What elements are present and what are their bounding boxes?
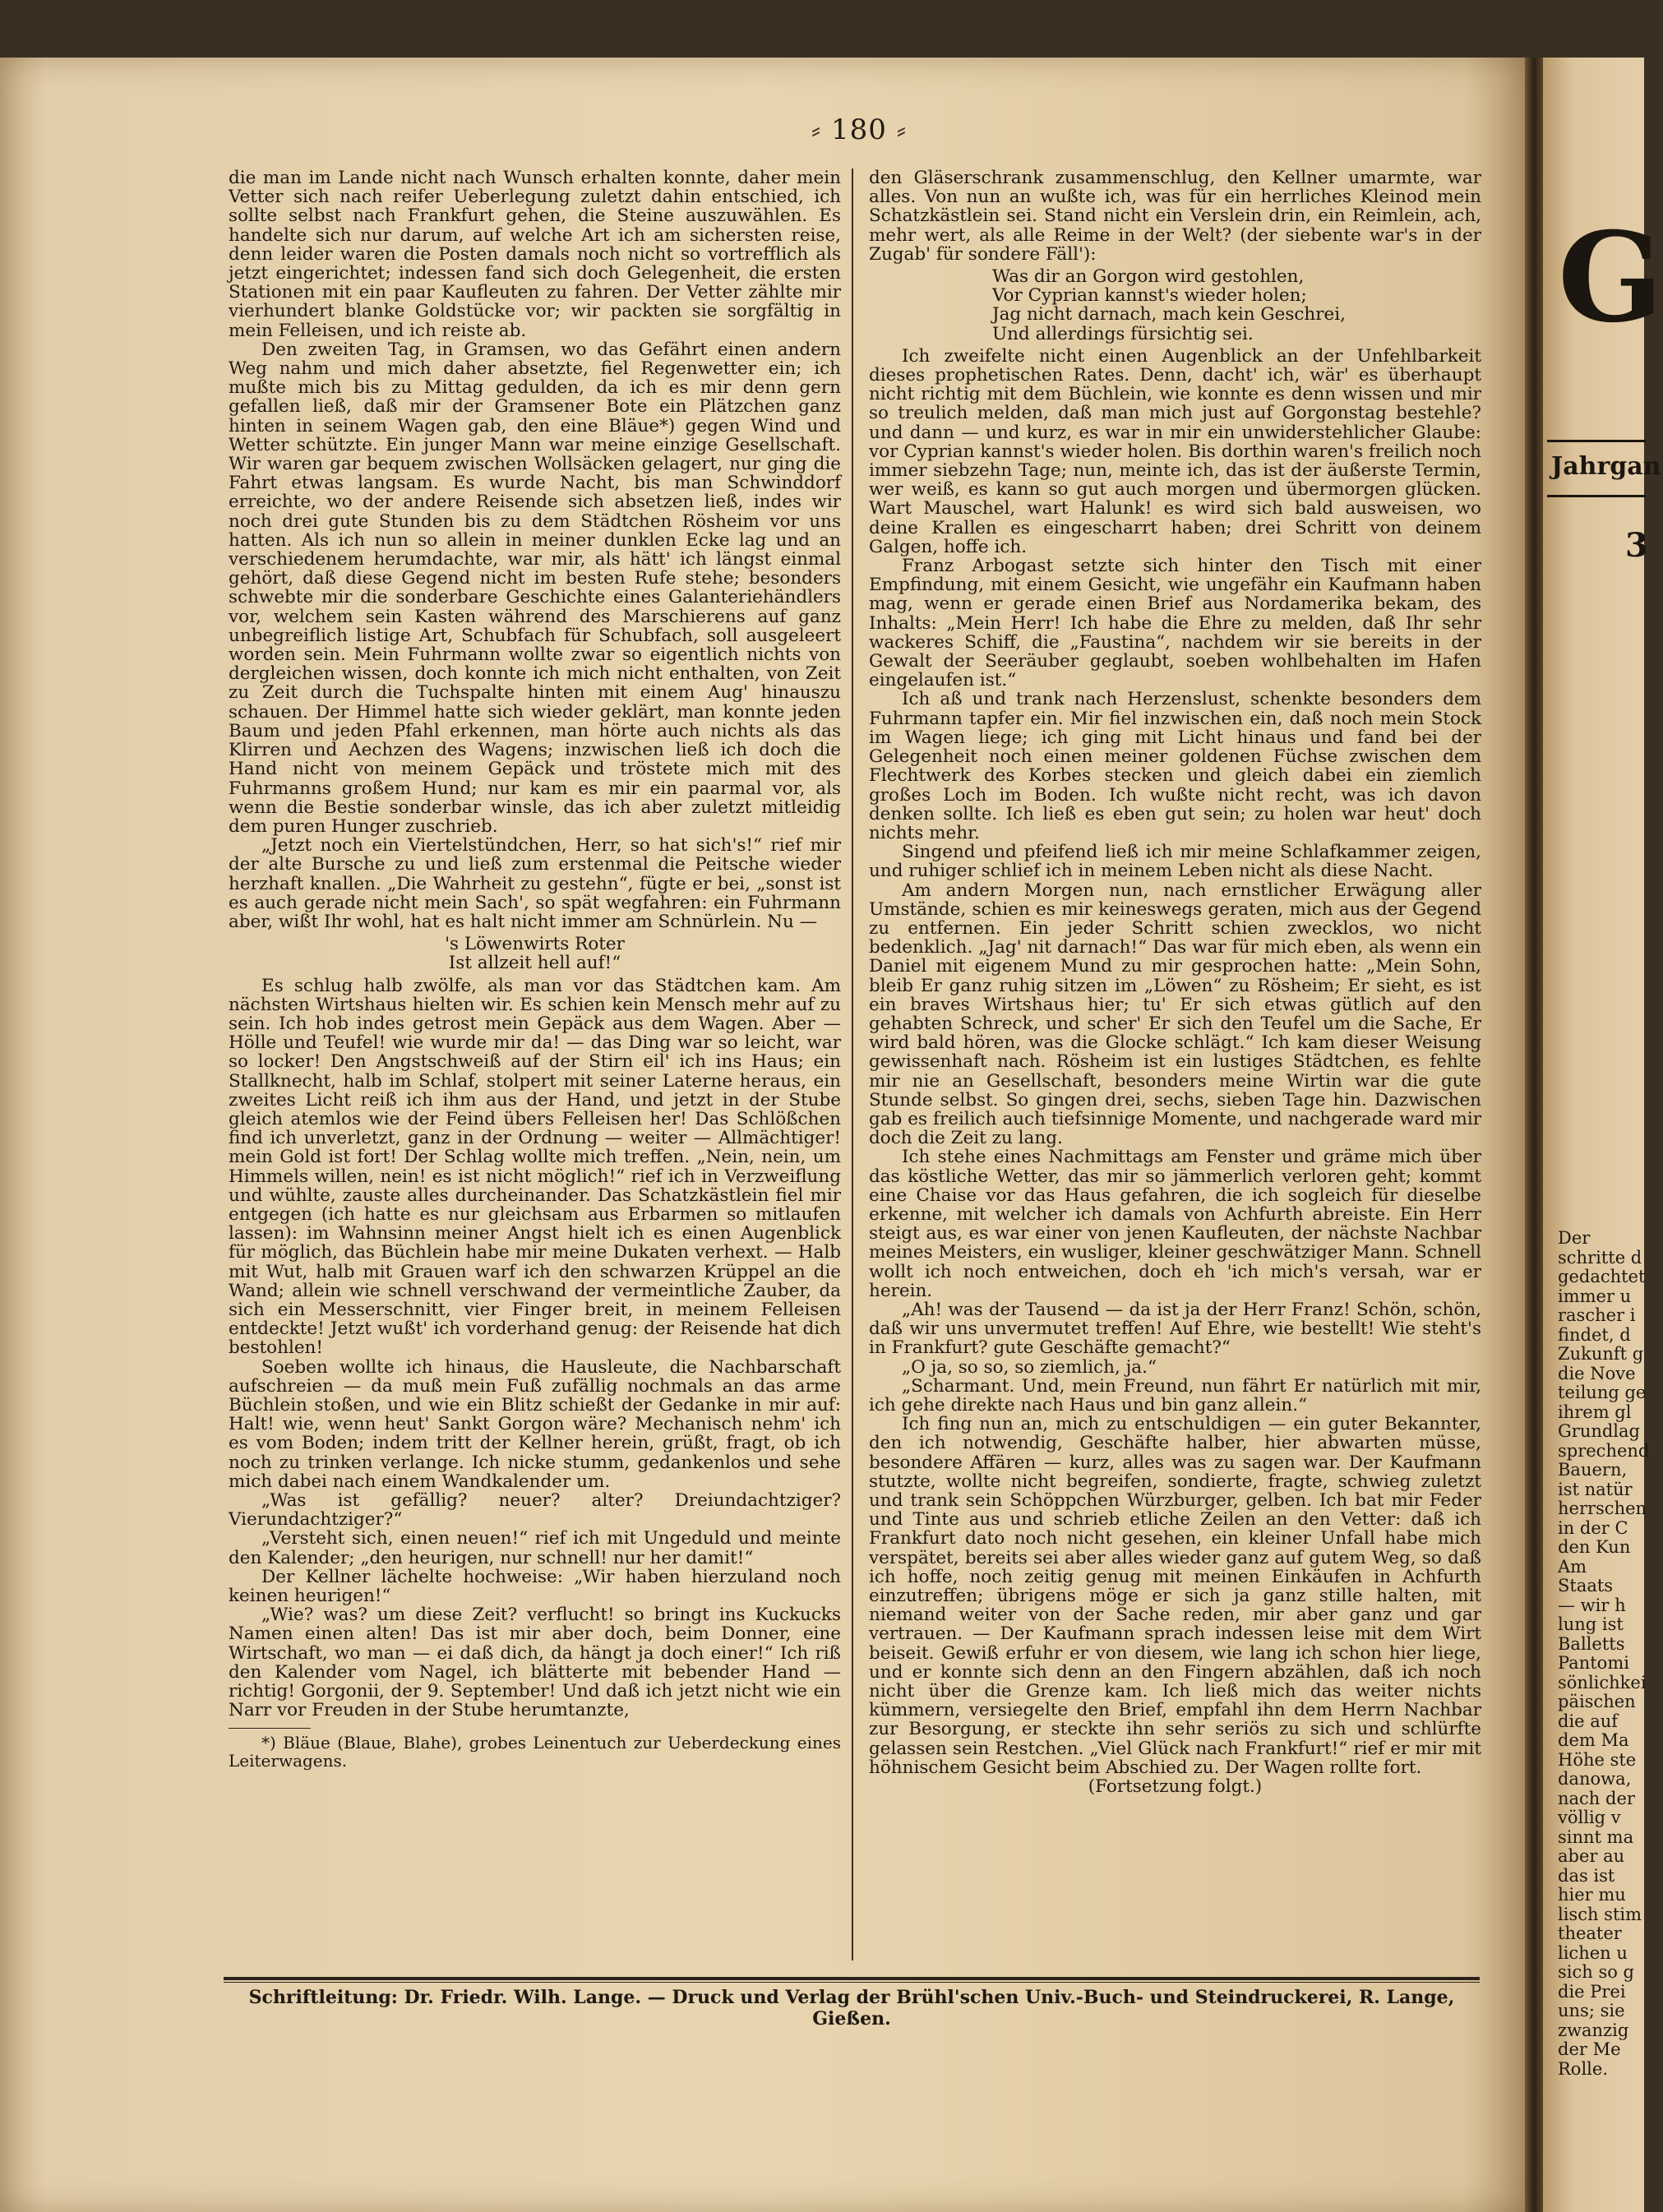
paragraph: „Jetzt noch ein Viertelstündchen, Herr, so hat sich's!“ rief mir der alte Bursche zu und ließ zum erstenmal die Peitsche wieder herzhaft knallen. „Die Wahrheit zu gestehn“, fügte er bei, „sonst ist es auch gerade nicht mein Sach', so spät wegfahren: ein Fuhrmann aber, wißt Ihr wohl, hat es halt nicht immer am Schnürlein. Nu —: [229, 835, 841, 932]
adjacent-text-line: Zukunft g: [1558, 1344, 1644, 1364]
adjacent-text-line: theater: [1558, 1923, 1622, 1943]
adjacent-text-line: Am: [1558, 1556, 1587, 1577]
adjacent-page-fragment: [1543, 58, 1663, 2212]
paragraph: Den zweiten Tag, in Gramsen, wo das Gefährt einen andern Weg nahm und mich daher absetzte, fiel Regenwetter ein; ich mußte mich bis zu Mittag gedulden, da ich es mir denn gern gefallen ließ, daß mir der Gramsener Bote ein Plätzchen ganz hinten in seinem Wagen gab, den eine Bläue*) gegen Wind und Wetter schützte. Ein junger Mann war meine einzige Gesellschaft. Wir waren gar bequem zwischen Wollsäcken gelagert, nur ging die Fahrt etwas langsam. Es wurde Nacht, bis man Schwinddorf erreichte, wo der andere Reisende sich absetzen ließ, indes wir noch drei gute Stunden bis zu dem Städtchen Rösheim vor uns hatten. Als ich nun so allein in meiner dunklen Ecke lag und an verschiedenem herumdachte, war mir, als hätt' ich längst einmal gehört, daß diese Gegend nicht im besten Rufe stehe; besonders schwebte mir die sonderbare Geschichte eines Galanteriehändlers vor, welchem sein Kasten während des Marschierens auf ganz unbegreiflich listige Art, Schubfach für Schubfach, soll ausgeleert worden sein. Mein Fuhrmann wollte zwar so eigentlich nichts von dergleichen wissen, doch konnte ich mich nicht enthalten, von Zeit zu Zeit durch die Tuchspalte hinten mit einem Aug' hinauszu schauen. Der Himmel hatte sich wieder geklärt, man konnte jeden Baum und jeden Pfahl erkennen, man hörte auch nichts als das Klirren und Aechzen des Wagens; inzwischen ließ ich doch die Hand nicht von meinem Gepäck und tröstete mich mit des Fuhrmanns großem Hund; nur kam es mir ein paarmal vor, als wenn die Bestie sonderbar winsle, das ich aber zuletzt mitleidig dem puren Hunger zuschrieb.: [229, 339, 841, 837]
adjacent-text-line: immer u: [1558, 1286, 1632, 1306]
paragraph: „Was ist gefällig? neuer? alter? Dreiundachtziger? Vierundachtziger?“: [229, 1490, 841, 1531]
adjacent-text-line: Rolle.: [1558, 2058, 1608, 2079]
adjacent-text-line: Grundlag: [1558, 1421, 1640, 1441]
adjacent-text-line: Pantomi: [1558, 1653, 1629, 1673]
footnote: *) Bläue (Blaue, Blahe), grobes Leinentuch zur Ueberdeckung eines Leiterwagens.: [229, 1733, 841, 1771]
book-gutter: [1525, 58, 1543, 2212]
masthead-rule-bottom: [1547, 495, 1646, 497]
adjacent-text-line: aber au: [1558, 1846, 1625, 1866]
adjacent-text-line: sinnt ma: [1558, 1826, 1634, 1847]
verse: [229, 935, 841, 972]
paragraph: den Gläserschrank zusammenschlug, den Kellner umarmte, war alles. Von nun an wußte ich, was für ein herrliches Kleinod mein Schatzkästlein sei. Stand nicht ein Verslein drin, ein Reimlein, ach, mehr wert, als alle Reime in der Welt? (der siebente war's in der Zugab' für sondere Fäll'):: [869, 168, 1481, 265]
paragraph: Franz Arbogast setzte sich hinter den Tisch mit einer Empfindung, mit einem Gesicht, wie ungefähr ein Kaufmann haben mag, wenn er gerade einen Brief aus Nordamerika bekam, des Inhalts: „Mein Herr! Ich habe die Ehre zu melden, daß Ihr sehr wackeres Schiff, die „Faustina“, nachdem wir sie bereits in der Gewalt der Seeräuber geglaubt, soeben wohlbehalten im Hafen eingelaufen ist.“: [869, 556, 1481, 691]
verse: [992, 267, 1481, 344]
page-number-header: [797, 113, 921, 146]
adjacent-text-line: herrschen: [1558, 1499, 1647, 1518]
verse-line: Ist allzeit hell auf!“: [448, 953, 621, 974]
adjacent-text-line: Bauern,: [1558, 1460, 1628, 1480]
paragraph: Der Kellner lächelte hochweise: „Wir haben hierzuland noch keinen heurigen!“: [229, 1566, 841, 1607]
verse-line: Und allerdings fürsichtig sei.: [992, 323, 1254, 344]
issue-letter: 3: [1625, 526, 1648, 565]
verse-line: 's Löwenwirts Roter: [445, 934, 625, 955]
adjacent-text-line: in der C: [1558, 1517, 1628, 1538]
adjacent-text-line: lisch stim: [1558, 1904, 1642, 1924]
adjacent-text-line: päischen: [1558, 1692, 1636, 1711]
adjacent-text-line: ihrem gl: [1558, 1402, 1632, 1422]
verse-line: Was dir an Gorgon wird gestohlen,: [992, 266, 1305, 288]
paragraph: „Versteht sich, einen neuen!“ rief ich mit Ungeduld und meinte den Kalender; „den heurigen, nur schnell! nur her damit!“: [229, 1528, 841, 1568]
adjacent-text-line: die Prei: [1558, 1981, 1626, 2002]
adjacent-text-line: findet, d: [1558, 1324, 1631, 1345]
header-ornament-left: ⸗: [811, 113, 832, 146]
continuation-note: (Fortsetzung folgt.): [1088, 1776, 1263, 1798]
right-column: [869, 169, 1481, 1796]
column-divider: [852, 169, 853, 1960]
verse-line: Vor Cyprian kannst's wieder holen;: [992, 285, 1307, 307]
left-column: [229, 169, 841, 1770]
adjacent-text-line: uns; sie: [1558, 2001, 1625, 2020]
page-number: 180: [831, 113, 887, 146]
adjacent-text-line: den Kun: [1558, 1537, 1631, 1557]
adjacent-text-line: sprechend: [1558, 1440, 1650, 1461]
adjacent-text-line: sönlichkei: [1558, 1672, 1647, 1692]
adjacent-text-line: danowa,: [1558, 1769, 1632, 1789]
adjacent-text-lines: [1558, 1229, 1648, 2079]
adjacent-text-line: die Nove: [1558, 1363, 1636, 1383]
jahrgang-label: Jahrgan: [1551, 452, 1661, 481]
adjacent-text-line: gedachtet: [1558, 1267, 1646, 1286]
imprint-rule: [224, 1977, 1480, 1983]
paragraph: Ich fing nun an, mich zu entschuldigen — ein guter Bekannter, den ich notwendig, Geschäfte halber, hier abwarten müsse, besondere Affären — kurz, alles was zu sagen war. Der Kaufmann stutzte, wollte nicht begreifen, sondierte, fragte, schwieg zuletzt und trank sein Schöppchen Würzburger, gelben. Ich bat mir Feder und Tinte aus und schrieb etliche Zeilen an den Vetter: daß ich Frankfurt dato noch nicht gesehen, ein kleiner Unfall habe mich verspätet, bereits sei aber alles wieder ganz auf gutem Weg, so daß ich hoffe, noch zeitig genug mit meinen Einkäufen in Achfurth einzutreffen; übrigens möge er sich ja ganz stille halten, mit niemand weiter von der Sache reden, mir aber ganz und gar vertrauen. — Der Kaufmann sprach indessen leise mit dem Wirt beiseit. Gewiß erfuhr er von diesem, wie lang ich schon hier liege, und er konnte sich denn an den Fingern abzählen, daß ich noch nicht über die Grenze kam. Ich ließ mich das weiter nichts kümmern, versiegelte den Brief, empfahl ihn dem Herrn Nachbar zur Besorgung, er steckte ihn sehr seriös zu sich und schlürfte gelassen sein Restchen. „Viel Glück nach Frankfurt!“ rief er mir mit höhnischem Gesicht beim Abschied zu. Der Wagen rollte fort.: [869, 1414, 1481, 1778]
paragraph: „Wie? was? um diese Zeit? verflucht! so bringt ins Kuckucks Namen einen alten! Das ist mir aber doch, beim Donner, eine Wirtschaft, wo man — ei daß dich, da hängt ja doch einer!“ Ich riß den Kalender vom Nagel, ich blätterte mit bebender Hand — richtig! Gorgonii, der 9. September! Und daß ich jetzt nicht wie ein Narr vor Freuden in der Stube herumtanzte,: [229, 1605, 841, 1721]
adjacent-text-line: Staats: [1558, 1576, 1614, 1596]
masthead-rule-top: [1547, 440, 1646, 442]
paragraph: die man im Lande nicht nach Wunsch erhalten konnte, daher mein Vetter sich nach reifer Ueberlegung zuletzt dahin entschied, ich sollte selbst nach Frankfurt gehen, die Steine auszuwählen. Es handelte sich nur darum, auf welche Art ich am sichersten reise, denn leider waren die Posten damals noch nicht so vortrefflich als jetzt eingerichtet; indessen fand sich doch Gelegenheit, die ersten Stationen mit ein paar Kaufleuten zu fahren. Der Vetter zählte mir vierhundert blanke Goldstücke vor; wir packten sie sorgfältig in mein Felleisen, und ich reiste ab.: [229, 168, 841, 341]
paragraph: Ich zweifelte nicht einen Augenblick an der Unfehlbarkeit dieses prophetischen Rates. Denn, dacht' ich, wär' es überhaupt nicht richtig mit dem Büchlein, wie konnte es denn wissen und mir so treulich melden, daß man mich just auf Gorgonstag bestehle? und dann — und kurz, es war in mir ein unwiderstehlicher Glaube: vor Cyprian kannst's wieder holen. Bis dorthin waren's freilich noch immer siebzehn Tage; nun, meinte ich, das ist der äußerste Termin, wer weiß, es kann so gut auch morgen und übermorgen glücken. Wart Mauschel, wart Halunk! es wird sich bald ausweisen, wo deine Krallen es eingescharrt haben; drei Schritt von deinem Galgen, hoffe ich.: [869, 345, 1481, 557]
paragraph: „Ah! was der Tausend — da ist ja der Herr Franz! Schön, schön, daß wir uns unvermutet treffen! Auf Ehre, wie bestellt! Wie steht's in Frankfurt? gute Geschäfte gemacht?“: [869, 1299, 1481, 1359]
verse-line: Jag nicht darnach, mach kein Geschrei,: [992, 304, 1346, 326]
masthead-letter: G: [1558, 205, 1663, 350]
adjacent-text-line: ist natür: [1558, 1479, 1633, 1499]
adjacent-text-line: teilung ge: [1558, 1383, 1647, 1402]
adjacent-text-line: zwanzig: [1558, 2020, 1629, 2040]
adjacent-text-line: dem Ma: [1558, 1730, 1629, 1750]
imprint-line: Schriftleitung: Dr. Friedr. Wilh. Lange. — Druck und Verlag der Brühl'schen Univ.-Buch- und Steindruckerei, R. Lange, Gießen.: [248, 1987, 1455, 2030]
adjacent-text-line: lichen u: [1558, 1942, 1628, 1963]
paragraph: „Scharmant. Und, mein Freund, nun fährt Er natürlich mit mir, ich gehe direkte nach Haus und bin ganz allein.“: [869, 1375, 1481, 1415]
adjacent-text-line: sich so g: [1558, 1962, 1634, 1982]
paragraph: Am andern Morgen nun, nach ernstlicher Erwägung aller Umstände, schien es mir keineswegs geraten, mich aus der Gegend zu entfernen. Ein jeder Schritt schien zwecklos, wo nicht bedenklich. „Jag' nit darnach!“ Das war für mich eben, als wenn ein Daniel mit eigenem Mund zu mir gesprochen hatte: „Mein Sohn, bleib Er ganz ruhig sitzen im „Löwen“ zu Rösheim; Er sieht, es ist ein braves Wirtshaus hier; tu' Er sich etwas gütlich auf den gehabten Schreck, und scher' Er sich den Teufel um die Sache, Er wird bald hören, was die Glocke schlägt.“ Ich kam dieser Weisung gewissenhaft nach. Rösheim ist ein lustiges Städtchen, es fehlte mir nie an Gesellschaft, besonders meine Wirtin war die gute Stunde selbst. So gingen drei, sechs, sieben Tage hin. Dazwischen gab es freilich auch tiefsinnige Momente, und nachgerade ward mir doch die Zeit zu lang.: [869, 880, 1481, 1149]
adjacent-text-line: schritte d: [1558, 1247, 1642, 1268]
adjacent-text-line: der Me: [1558, 2039, 1621, 2059]
paragraph: Es schlug halb zwölfe, als man vor das Städtchen kam. Am nächsten Wirtshaus hielten wir. Es schien kein Mensch mehr auf zu sein. Ich hob indes getrost mein Gepäck aus dem Wagen. Aber — Hölle und Teufel! wie wurde mir da! — das Ding war so leicht, war so locker! Den Angstschweiß auf der Stirn eil' ich ins Haus; ein Stallknecht, halb im Schlaf, stolpert mit seiner Laterne heraus, ein zweites Licht reiß ich ihm aus der Hand, und jetzt in der Stube gleich atemlos wie der Feind übers Felleisen her! Das Schlößchen find ich unverletzt, ganz in der Ordnung — weiter — Allmächtiger! mein Gold ist fort! Der Schlag wollte mich treffen. „Nein, nein, um Himmels willen, nein! es ist nicht möglich!“ rief ich in Verzweiflung und wühlte, zauste alles durcheinander. Das Schatzkästlein fiel mir entgegen (ich hatte es nur gleichsam aus Erbarmen so mitlaufen lassen): im Wahnsinn meiner Angst hielt ich es einen Augenblick für möglich, das Büchlein habe mir meine Dukaten verhext. — Halb mit Wut, halb mit Grauen warf ich den schwarzen Krüppel an die Wand; allein wie schnell verschwand der vermeintliche Zauber, da sich ein Messerschnitt, vier Finger breit, in meinem Felleisen entdeckte! Jetzt wußt' ich vorderhand genug: der Reisende hat dich bestohlen!: [229, 975, 841, 1359]
footnote-rule: [229, 1728, 311, 1729]
adjacent-text-line: völlig v: [1558, 1808, 1621, 1827]
adjacent-text-line: rascher i: [1558, 1305, 1636, 1325]
adjacent-text-line: Höhe ste: [1558, 1749, 1637, 1770]
adjacent-text-line: Balletts: [1558, 1633, 1625, 1654]
adjacent-text-line: die auf: [1558, 1711, 1619, 1731]
header-ornament-right: ⸗: [886, 113, 908, 146]
adjacent-text-line: hier mu: [1558, 1885, 1626, 1905]
paragraph: Ich aß und trank nach Herzenslust, schenkte besonders dem Fuhrmann tapfer ein. Mir fiel inzwischen ein, daß noch mein Stock im Wagen liege; ich ging mit Licht hinaus und fand bei der Gelegenheit noch einen meiner goldenen Füchse zwischen dem Flechtwerk des Korbes stecken und gleich dabei ein ziemlich großes Loch im Boden. Ich wußte nicht recht, was ich davon denken sollte. Ich ließ es eben gut sein; zu holen war heut' doch nichts mehr.: [869, 689, 1481, 843]
adjacent-text-line: das ist: [1558, 1865, 1615, 1886]
paragraph: Soeben wollte ich hinaus, die Hausleute, die Nachbarschaft aufschreien — da muß mein Fuß zufällig nochmals an das arme Büchlein stoßen, und wie ein Blitz schießt der Gedanke in mir auf: Halt! wie, wenn heut' Sankt Gorgon wäre? Mechanisch nehm' ich es vom Boden; indem tritt der Kellner herein, grüßt, fragt, ob ich noch zu trinken verlange. Ich nicke stumm, gedankenlos und sehe mich dabei nach einem Wandkalender um.: [229, 1356, 841, 1492]
paragraph: Singend und pfeifend ließ ich mir meine Schlafkammer zeigen, und ruhiger schlief ich in meinem Leben nicht als diese Nacht.: [869, 842, 1481, 882]
paragraph: „O ja, so so, so ziemlich, ja.“: [902, 1356, 1157, 1378]
paragraph: Ich stehe eines Nachmittags am Fenster und gräme mich über das köstliche Wetter, das mir so jämmerlich verloren geht; kommt eine Chaise vor das Haus gefahren, die ich sogleich für dieselbe erkenne, mit welcher ich damals von Achfurth abreiste. Ein Herr steigt aus, es war einer von jenen Kaufleuten, der nächste Nachbar meines Meisters, ein wusliger, kleiner geschwätziger Mann. Schnell wollt ich noch entweichen, doch eh 'ich mich's versah, war er herein.: [869, 1147, 1481, 1301]
adjacent-text-line: lung ist: [1558, 1614, 1624, 1634]
adjacent-text-line: nach der: [1558, 1788, 1635, 1808]
adjacent-text-line: Der: [1558, 1228, 1591, 1248]
adjacent-text-line: — wir h: [1558, 1595, 1626, 1615]
